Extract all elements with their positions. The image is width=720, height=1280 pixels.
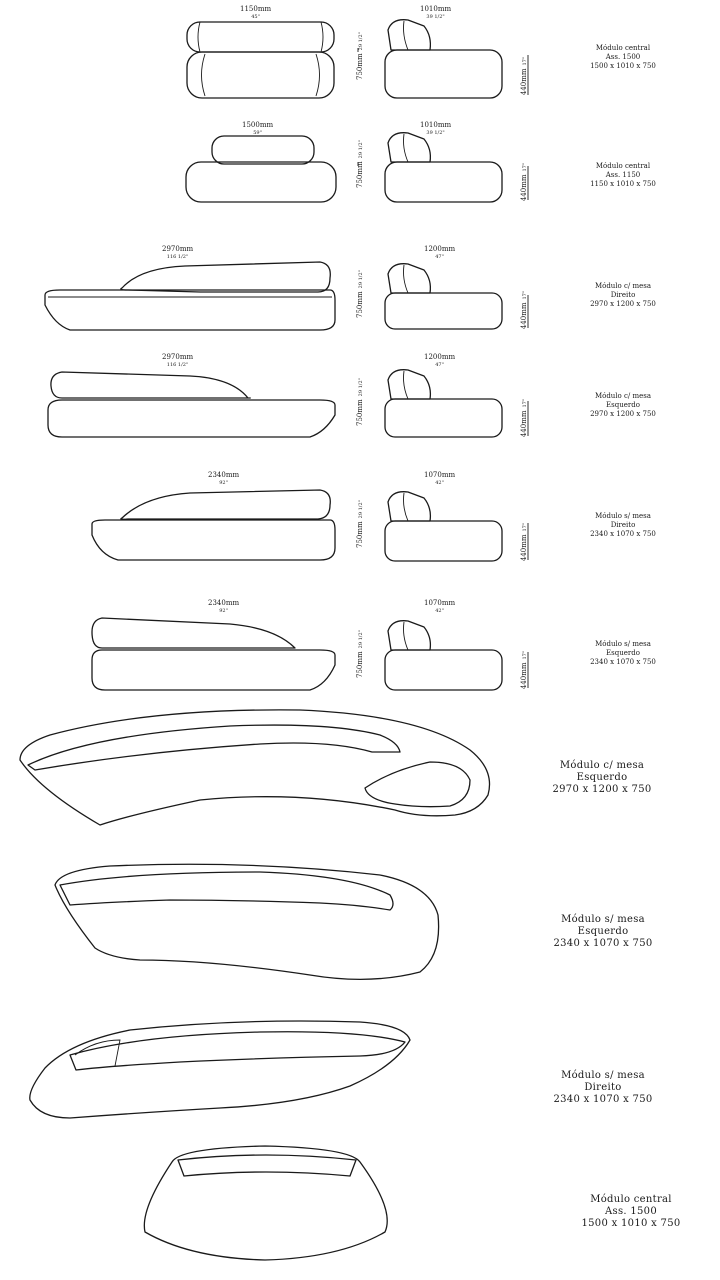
perspective-1-label: Módulo c/ mesa Esquerdo 2970 x 1200 x 750: [552, 760, 652, 795]
row2-front-view: [186, 136, 336, 202]
row6-front-view: [92, 618, 335, 690]
row6-height-dim: 750mm29 1/2": [355, 630, 364, 678]
perspective-4-label: Módulo central Ass. 1500 1500 x 1010 x 750: [581, 1194, 681, 1229]
row3-side-view: [385, 264, 502, 329]
row1-width-dim: 1150mm 45": [240, 5, 272, 20]
row1-depth-dim: 1010mm 39 1/2": [420, 5, 452, 20]
row5-seat-dim: 440mm17": [520, 522, 529, 562]
row6-seat-dim: 440mm17": [520, 650, 529, 690]
row2-side-view: [385, 133, 502, 202]
row1-seat-dim: 440mm17": [520, 56, 529, 96]
perspective-2-label: Módulo s/ mesa Esquerdo 2340 x 1070 x 750: [553, 914, 653, 949]
row2-depth-dim: 1010mm 39 1/2": [420, 121, 452, 136]
row3-width-dim: 2970mm 116 1/2": [162, 245, 194, 260]
row4-label: Módulo c/ mesa Esquerdo 2970 x 1200 x 750: [590, 392, 656, 418]
row2-height-dim: 750mm29 1/2": [355, 140, 364, 188]
row4-height-dim: 750mm29 1/2": [355, 378, 364, 426]
row1-side-view: [385, 20, 502, 98]
row1-label: Módulo central Ass. 1500 1500 x 1010 x 750: [590, 44, 656, 70]
row4-seat-dim: 440mm17": [520, 398, 529, 438]
perspective-3: [30, 1021, 410, 1118]
perspective-1: [20, 710, 490, 825]
row3-depth-dim: 1200mm 47": [424, 245, 456, 260]
row6-width-dim: 2340mm 92": [208, 599, 240, 614]
row2-label: Módulo central Ass. 1150 1150 x 1010 x 750: [590, 162, 656, 188]
row3-seat-dim: 440mm17": [520, 290, 529, 330]
row6-depth-dim: 1070mm 42": [424, 599, 456, 614]
row4-depth-dim: 1200mm 47": [424, 353, 456, 368]
row5-front-view: [92, 490, 335, 560]
perspective-2: [55, 864, 439, 979]
row5-width-dim: 2340mm 92": [208, 471, 240, 486]
row5-depth-dim: 1070mm 42": [424, 471, 456, 486]
perspective-3-label: Módulo s/ mesa Direito 2340 x 1070 x 750: [553, 1070, 653, 1105]
row3-front-view: [45, 262, 335, 330]
row6-side-view: [385, 621, 502, 690]
row1-front-view: [187, 22, 334, 98]
row4-side-view: [385, 370, 502, 437]
row5-label: Módulo s/ mesa Direito 2340 x 1070 x 750: [590, 512, 656, 538]
row3-label: Módulo c/ mesa Direito 2970 x 1200 x 750: [590, 282, 656, 308]
row4-front-view: [48, 372, 335, 437]
row2-width-dim: 1500mm 59": [242, 121, 274, 136]
row6-label: Módulo s/ mesa Esquerdo 2340 x 1070 x 750: [590, 640, 656, 666]
row5-height-dim: 750mm29 1/2": [355, 500, 364, 548]
row2-seat-dim: 440mm17": [520, 162, 529, 202]
row1-height-dim: 750mm29 1/2": [355, 32, 364, 80]
perspective-4: [144, 1146, 387, 1260]
row3-height-dim: 750mm29 1/2": [355, 270, 364, 318]
row5-side-view: [385, 492, 502, 561]
row4-width-dim: 2970mm 116 1/2": [162, 353, 194, 368]
